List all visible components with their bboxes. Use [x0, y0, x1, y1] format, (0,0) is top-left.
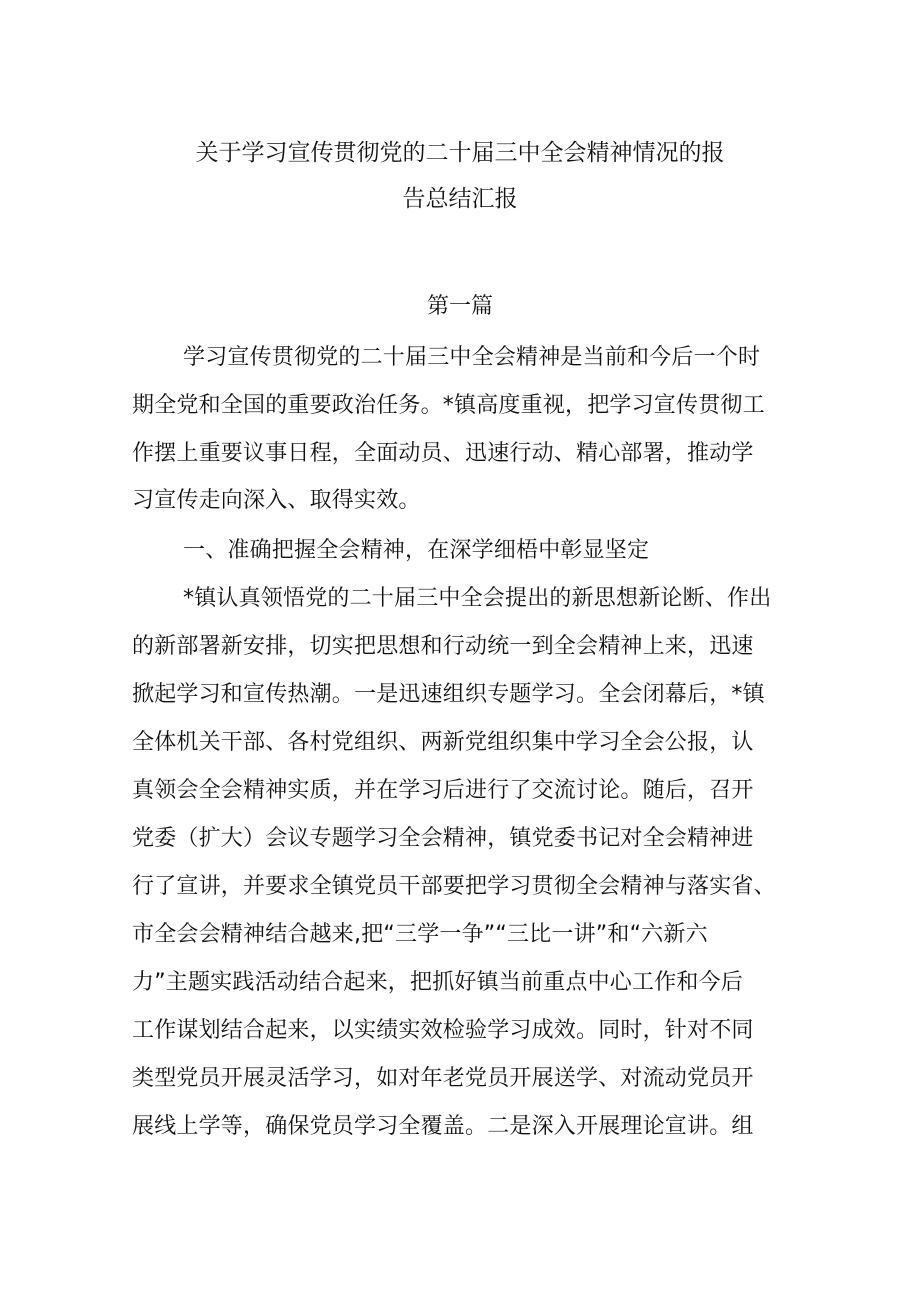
paragraph-line: 掀起学习和宣传热潮。一是迅速组织专题学习。全会闭幕后，*镇 — [132, 682, 765, 707]
paragraph-line: 全体机关干部、各村党组织、两新党组织集中学习全会公报，认 — [132, 730, 754, 755]
paragraph-line: 党委（扩大）会议专题学习全会精神，镇党委书记对全会精神进 — [132, 826, 754, 851]
paragraph-line: 工作谋划结合起来，以实绩实效检验学习成效。同时，针对不同 — [132, 1018, 754, 1043]
paragraph-line: 学习宣传贯彻党的二十届三中全会精神是当前和今后一个时 — [183, 345, 761, 370]
document-title-line-1: 关于学习宣传贯彻党的二十届三中全会精神情况的报 — [195, 140, 725, 166]
paragraph-line: 市全会会精神结合越来,把“三学一争”“三比一讲”和“六新六 — [132, 922, 708, 947]
paragraph-line: 行了宣讲，并要求全镇党员干部要把学习贯彻全会精神与落实省、 — [132, 874, 776, 899]
paragraph-line: 期全党和全国的重要政治任务。*镇高度重视，把学习宣传贯彻工 — [132, 393, 765, 418]
document-title-line-2: 告总结汇报 — [402, 186, 518, 212]
paragraph-line: 真领会全会精神实质，并在学习后进行了交流讨论。随后，召开 — [132, 778, 754, 803]
paragraph-line: 类型党员开展灵活学习，如对年老党员开展送学、对流动党员开 — [132, 1066, 754, 1091]
paragraph-line: *镇认真领悟党的二十届三中全会提出的新思想新论断、作出 — [183, 586, 772, 611]
paragraph-line: 展线上学等，确保党员学习全覆盖。二是深入开展理论宣讲。组 — [132, 1114, 754, 1139]
section-heading: 一、准确把握全会精神，在深学细梧中彰显坚定 — [183, 538, 650, 563]
paragraph-line: 力”主题实践活动结合起来，把抓好镇当前重点中心工作和今后 — [132, 970, 743, 995]
paragraph-line: 的新部署新安排，切实把思想和行动统一到全会精神上来，迅速 — [132, 634, 754, 659]
paragraph-line: 作摆上重要议事日程，全面动员、迅速行动、精心部署，推动学 — [132, 441, 754, 466]
paragraph-line: 习宣传走向深入、取得实效。 — [132, 488, 421, 513]
section-title: 第一篇 — [426, 294, 493, 319]
